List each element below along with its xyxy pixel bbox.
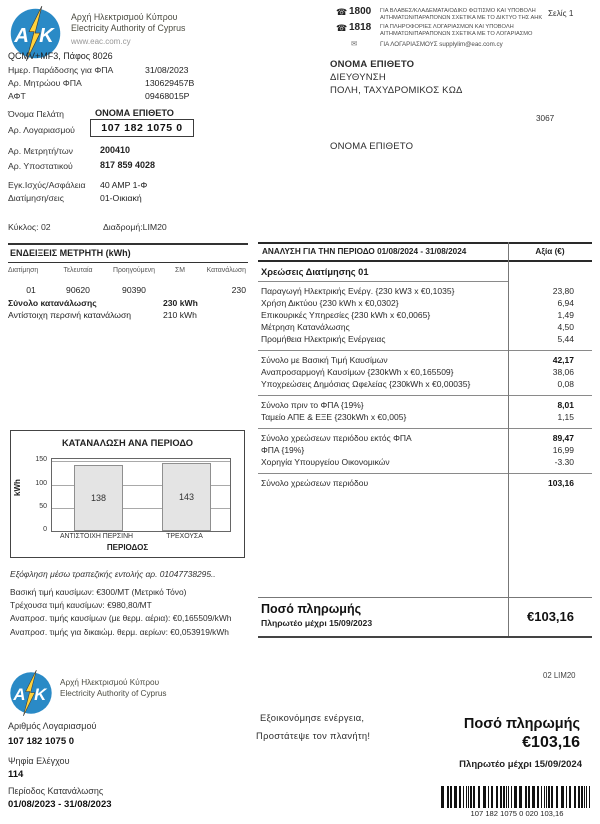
recipient-city: ΠΟΛΗ, ΤΑΧΥΔΡΟΜΙΚΟΣ ΚΩΔ <box>330 85 463 96</box>
phone2-number[interactable]: 1818 <box>349 22 372 33</box>
postal-code-line: QCMV+MF3, Πάφος 8026 <box>8 51 113 61</box>
analysis-header-row <box>258 242 592 262</box>
analysis-row <box>258 321 592 333</box>
charge-description: Ταμείο ΑΠΕ & ΕΞΕ {230kWh x €0,005} <box>261 412 407 422</box>
charge-description: Σύνολο με Βασική Τιμή Καυσίμων <box>261 355 388 365</box>
charge-amount: 103,16 <box>548 478 574 488</box>
charge-description: Υποχρεώσεις Δημόσιας Ωφελείας {230kWh x €0,00035} <box>261 379 471 389</box>
charge-description: Παραγωγή Ηλεκτρικής Ενέργ. {230 kW3 x €0,1035} <box>261 286 455 296</box>
charge-amount: 6,94 <box>557 298 574 308</box>
recipient-address: ΔΙΕΥΘΥΝΣΗ <box>330 72 386 83</box>
footer-brand-name-en: Electricity Authority of Cyprus <box>60 689 167 698</box>
eco-message-line1: Εξοικονόμησε ενέργεια, <box>260 712 365 723</box>
slip-route-code: 02 LIM20 <box>543 671 576 680</box>
slip-check-digits-label: Ψηφία Ελέγχου <box>8 756 70 766</box>
consumption-total-label: Σύνολο κατανάλωσης <box>8 298 97 308</box>
meter-column-header: Κατανάλωση <box>206 267 246 274</box>
sort-code: 3067 <box>536 114 555 123</box>
fuel-price-line: Αναπροσ. τιμής για δικαιώμ. θερμ. αερίων: €0,053919/kWh <box>10 626 229 637</box>
analysis-row <box>258 444 592 456</box>
analysis-period-header: ΑΝΑΛΥΣΗ ΓΙΑ ΤΗΝ ΠΕΡΙΟΔΟ 01/08/2024 - 31/08/2024 <box>262 247 467 256</box>
vat-date-label: Ημερ. Παράδοσης για ΦΠΑ <box>8 65 114 75</box>
meter-reading-cell: 90620 <box>66 285 90 295</box>
meter-column-header: Προηγούμενη <box>113 267 155 274</box>
chart-bar: 143 <box>162 463 211 531</box>
chart-y-tick: 100 <box>35 479 47 487</box>
aft-label: ΑΦΤ <box>8 91 26 101</box>
svg-text:A: A <box>13 684 26 704</box>
meter-column-header: ΣΜ <box>175 267 185 274</box>
slip-period-value: 01/08/2023 - 31/08/2023 <box>8 799 112 810</box>
capacity-label: Εγκ.Ισχύς/Ασφάλεια <box>8 180 86 190</box>
brand-name-el: Αρχή Ηλεκτρισμού Κύπρου <box>71 12 178 22</box>
meter-reading-cell <box>166 285 194 295</box>
charge-description: Χρήση Δικτύου {230 kWh x €0,0302} <box>261 298 399 308</box>
vat-date-value: 31/08/2023 <box>145 65 189 75</box>
meter-reading-cell: 230 <box>231 285 246 295</box>
chart-plot-area <box>51 458 231 532</box>
charge-description: Σύνολο χρεώσεων περιόδου <box>261 478 369 488</box>
analysis-row <box>258 309 592 321</box>
account-number-value: 107 182 1075 0 <box>101 122 183 134</box>
chart-y-tick: 50 <box>39 502 47 510</box>
charge-amount: 42,17 <box>552 355 574 365</box>
brand-name-en: Electricity Authority of Cyprus <box>71 23 186 33</box>
payment-amount-title: Ποσό πληρωμής <box>261 602 362 616</box>
charge-amount: 38,06 <box>552 367 574 377</box>
cycle-value: Κύκλος: 02 <box>8 222 51 232</box>
charge-description: Επικουρικές Υπηρεσίες {230 kWh x €0,0065} <box>261 310 431 320</box>
slip-account-label: Αριθμός Λογαριασμού <box>8 721 97 731</box>
meter-columns <box>8 267 248 274</box>
slip-account-number: 107 182 1075 0 <box>8 736 75 747</box>
page-number: Σελίς 1 <box>548 9 574 18</box>
chart-x-category: ΑΝΤΙΣΤΟΙΧΗ ΠΕΡΣΙΝΗ <box>59 533 134 540</box>
analysis-row <box>258 395 592 411</box>
eco-message-line2: Προστάτεψε τον πλανήτη! <box>256 730 371 741</box>
footer-brand-name-el: Αρχή Ηλεκτρισμού Κύπρου <box>60 678 160 687</box>
phone1-description <box>380 8 550 22</box>
aft-value: 09468015P <box>145 91 190 101</box>
chart-bar: 138 <box>74 465 123 531</box>
chart-y-tick: 150 <box>35 456 47 464</box>
bank-order-note: Εξόφληση μέσω τραπεζικής εντολής αρ. 01047738295.. <box>10 569 216 579</box>
charge-amount: 4,50 <box>557 322 574 332</box>
slip-pay-title: Ποσό πληρωμής <box>463 716 580 732</box>
meter-reading-row <box>8 285 248 295</box>
svg-text:A: A <box>14 24 29 47</box>
phone2-description <box>380 24 550 38</box>
meter-readings-section <box>8 243 248 320</box>
barcode-text: 107 182 1075 0 020 103,16 <box>470 809 564 818</box>
analysis-row <box>258 297 592 309</box>
analysis-row <box>258 333 592 345</box>
analysis-row <box>258 456 592 468</box>
payment-due-date: Πληρωτέο μέχρι 15/09/2023 <box>261 618 373 628</box>
meter-reading-cell: 01 <box>26 285 36 295</box>
analysis-row <box>258 366 592 378</box>
fuel-price-line: Αναπροσ. τιμής καυσίμων (με θερμ. αέρια): €0,165509/kWh <box>10 613 232 624</box>
fuel-price-line: Τρέχουσα τιμή καυσίμων: €980,80/ΜΤ <box>10 600 152 611</box>
slip-check-digits: 114 <box>8 769 24 780</box>
charge-description: ΦΠΑ {19%} <box>261 445 305 455</box>
analysis-row <box>258 428 592 444</box>
meter-column-header: Τελευταία <box>63 267 93 274</box>
analysis-value-header: Αξία (€) <box>535 247 565 256</box>
charge-description: Μέτρηση Κατανάλωσης <box>261 322 350 332</box>
charges-analysis-section <box>258 242 592 489</box>
meter-number-label: Αρ. Μετρητή/των <box>8 146 73 156</box>
envelope-icon: ✉ <box>351 39 358 48</box>
barcode-bar <box>590 786 592 808</box>
payment-amount-value: €103,16 <box>527 609 574 624</box>
charge-description: Σύνολο πριν το ΦΠΑ {19%} <box>261 400 364 410</box>
slip-period-label: Περίοδος Κατανάλωσης <box>8 786 104 796</box>
analysis-column-divider <box>508 242 509 637</box>
chart-x-axis-label: ΠΕΡΙΟΔΟΣ <box>106 543 149 552</box>
analysis-row <box>258 473 592 489</box>
phone2-line1: ΓΙΑ ΠΛΗΡΟΦΟΡΙΕΣ ΛΟΓΑΡΙΑΣΜΩΝ ΚΑΙ ΥΠΟΒΟΛΗ <box>380 24 514 30</box>
charge-description: Σύνολο χρεώσεων περιόδου εκτός ΦΠΑ <box>261 433 412 443</box>
consumption-chart <box>10 430 245 558</box>
charge-amount: 23,80 <box>552 286 574 296</box>
brand-website[interactable]: www.eac.com.cy <box>71 37 131 46</box>
charge-amount: 1,15 <box>557 412 574 422</box>
phone-icon: ☎ <box>336 23 348 33</box>
eac-logo-icon-footer <box>8 670 54 716</box>
consumption-total-value: 230 kWh <box>163 298 198 308</box>
analysis-row <box>258 350 592 366</box>
vat-reg-label: Αρ. Μητρώου ΦΠΑ <box>8 78 82 88</box>
svg-text:K: K <box>34 684 47 704</box>
charge-description: Αναπροσαρμογή Καυσίμων {230kWh x €0,165509} <box>261 367 454 377</box>
capacity-value: 40 AMP 1-Φ <box>100 180 148 190</box>
charge-amount: 89,47 <box>552 433 574 443</box>
meter-reading-cell: 90390 <box>122 285 146 295</box>
charge-amount: 5,44 <box>557 334 574 344</box>
payment-barcode <box>441 786 592 808</box>
analysis-rows <box>258 285 592 489</box>
meter-number-value: 200410 <box>100 145 131 155</box>
chart-y-axis-label: kWh <box>12 479 22 496</box>
previous-consumption-value: 210 kWh <box>163 310 197 320</box>
phone2-line2: ΑΙΤΗΜΑΤΩΝ/ΠΑΡΑΠΟΝΩΝ ΣΧΕΤΙΚΑ ΜΕ ΤΟ ΛΟΓΑΡΙΑΣΜΟ <box>380 30 533 37</box>
account-number-box <box>90 119 194 137</box>
payment-amount-box <box>258 597 592 638</box>
vat-reg-value: 130629457B <box>145 78 195 88</box>
charge-description: Προμήθεια Ηλεκτρικής Ενέργειας <box>261 334 386 344</box>
phone1-number[interactable]: 1800 <box>349 6 372 17</box>
recipient-name-repeat: ΟΝΟΜΑ ΕΠΙΘΕΤΟ <box>330 141 414 152</box>
charge-amount: 0,08 <box>557 379 574 389</box>
phone1-line2: ΑΙΤΗΜΑΤΩΝ/ΠΑΡΑΠΟΝΩΝ ΣΧΕΤΙΚΑ ΜΕ ΤΟ ΔΙΚΤΥΟ ΤΗΣ ΑΗΚ <box>380 14 543 21</box>
account-number-label: Αρ. Λογαριασμού <box>8 125 75 135</box>
phone-icon: ☎ <box>336 7 348 17</box>
analysis-row <box>258 378 592 390</box>
tariff-label: Διατίμηση/σεις <box>8 193 64 203</box>
tariff-value: 01-Οικιακή <box>100 193 142 203</box>
charge-amount: 16,99 <box>552 445 574 455</box>
billing-email-line[interactable]: ΓΙΑ ΛΟΓΑΡΙΑΣΜΟΥΣ supplylim@eac.com.cy <box>380 41 503 48</box>
customer-name-label: Όνομα Πελάτη <box>8 109 64 119</box>
route-value: Διαδρομή:LIM20 <box>103 222 167 232</box>
premises-number-value: 817 859 4028 <box>100 160 156 170</box>
charge-amount: -3.30 <box>554 457 574 467</box>
charge-amount: 8,01 <box>557 400 574 410</box>
fuel-price-notes <box>10 586 231 639</box>
meter-column-header: Διατίμηση <box>8 267 39 274</box>
chart-title: ΚΑΤΑΝΑΛΩΣΗ ΑΝΑ ΠΕΡΙΟΔΟ <box>61 438 194 448</box>
meter-section-title: ΕΝΔΕΙΞΕΙΣ ΜΕΤΡΗΤΗ (kWh) <box>8 243 248 263</box>
analysis-row <box>258 285 592 297</box>
slip-pay-due: Πληρωτέο μέχρι 15/09/2024 <box>459 759 582 770</box>
previous-consumption-label: Αντίστοιχη περσινή κατανάλωση <box>8 310 132 320</box>
charge-amount: 1,49 <box>557 310 574 320</box>
chart-x-category: ΤΡΕΧΟΥΣΑ <box>166 533 203 540</box>
phone1-line1: ΓΙΑ ΒΛΑΒΕΣ/ΚΛΑΔΕΜΑΤΑ/ΟΔΙΚΟ ΦΩΤΙΣΜΟ ΚΑΙ ΥΠΟΒΟΛΗ <box>380 8 536 14</box>
chart-y-tick: 0 <box>43 526 47 533</box>
tariff-charges-subheader: Χρεώσεις Διατίμησης 01 <box>261 267 369 277</box>
fuel-price-line: Βασική τιμή καυσίμων: €300/ΜΤ (Μετρικό Τόνο) <box>10 587 187 597</box>
svg-text:K: K <box>39 24 54 47</box>
premises-number-label: Αρ. Υποστατικού <box>8 161 73 171</box>
recipient-name: ΟΝΟΜΑ ΕΠΙΘΕΤΟ <box>330 59 415 70</box>
charge-description: Χορηγία Υπουργείου Οικονομικών <box>261 457 390 467</box>
analysis-row <box>258 411 592 423</box>
customer-name-value: ΟΝΟΜΑ ΕΠΙΘΕΤΟ <box>95 108 174 118</box>
slip-pay-amount: €103,16 <box>522 734 580 751</box>
